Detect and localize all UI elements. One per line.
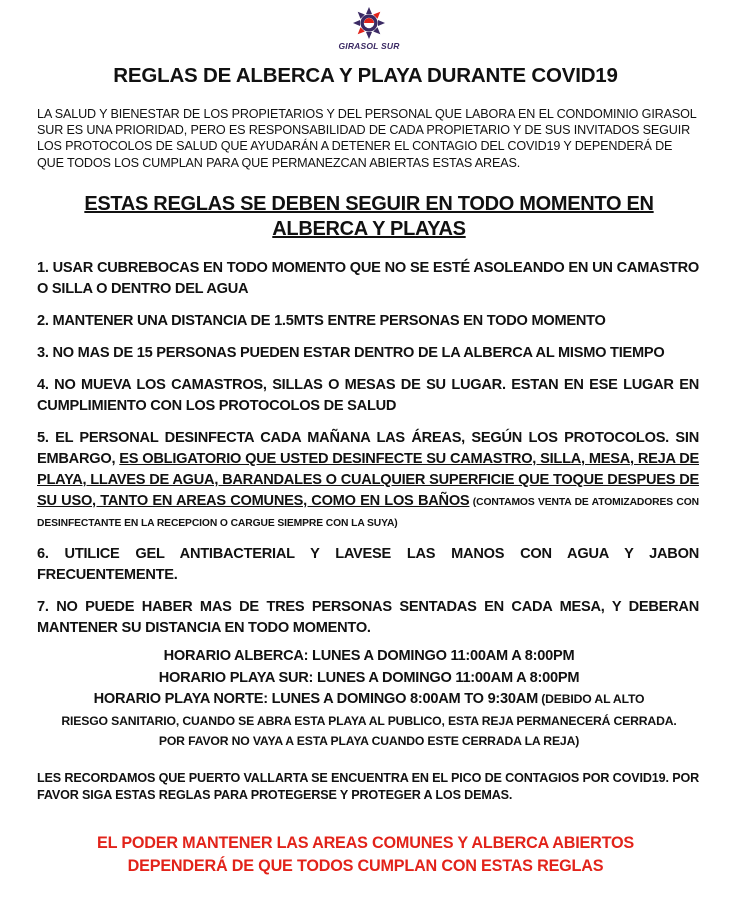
rule-1: 1. USAR CUBREBOCAS EN TODO MOMENTO QUE NO SE ESTÉ ASOLEANDO EN UN CAMASTRO O SILLA O DENTRO DEL AGUA bbox=[37, 260, 699, 297]
reminder-paragraph: LES RECORDAMOS QUE PUERTO VALLARTA SE ENCUENTRA EN EL PICO DE CONTAGIOS POR COVID19. POR FAVOR SIGA ESTAS REGLAS PARA PROTEGERSE Y PROTEGER A LOS DEMAS. bbox=[37, 771, 700, 802]
rules-subheading: ESTAS REGLAS SE DEBEN SEGUIR EN TODO MOMENTO EN ALBERCA Y PLAYAS bbox=[84, 193, 654, 240]
intro-paragraph: LA SALUD Y BIENESTAR DE LOS PROPIETARIOS Y DEL PERSONAL QUE LABORA EN EL CONDOMINIO GIRASOL SUR ES UNA PRIORIDAD, PERO ES RESPONSABILIDAD DE CADA PROPIETARIO Y DE SUS INVITADOS SEGUIR LOS PROTOCOLOS DE SALUD QUE AYUDARÁN A DETENER EL CONTAGIO DEL COVID19 Y DEPENDERÁ DE QUE TODOS LOS CUMPLAN PARA QUE PERMANEZCAN ABIERTAS ESTAS AREAS. bbox=[37, 107, 697, 170]
girasol-sur-logo bbox=[334, 6, 404, 51]
rules-list bbox=[37, 258, 699, 650]
sunflower-logo-icon bbox=[351, 6, 387, 40]
closing-message bbox=[0, 832, 731, 878]
closing-line-2: DEPENDERÁ DE QUE TODOS CUMPLAN CON ESTAS REGLAS bbox=[127, 857, 604, 875]
rule-5-note: (CONTAMOS VENTA DE ATOMIZADORES CON DESINFECTANTE EN LA RECEPCION O CARGUE SIEMPRE CON LA SUYA) bbox=[37, 497, 699, 529]
rule-5-text: 5. EL PERSONAL DESINFECTA CADA MAÑANA LAS ÁREAS, SEGÚN LOS PROTOCOLOS. SIN EMBARGO, bbox=[37, 430, 699, 467]
rule-2: 2. MANTENER UNA DISTANCIA DE 1.5MTS ENTRE PERSONAS EN TODO MOMENTO bbox=[37, 313, 606, 329]
hours-playa-norte-note: (DEBIDO AL ALTO bbox=[537, 692, 645, 706]
rule-3: 3. NO MAS DE 15 PERSONAS PUEDEN ESTAR DENTRO DE LA ALBERCA AL MISMO TIEMPO bbox=[37, 345, 665, 361]
logo-text: GIRASOL SUR bbox=[338, 41, 400, 51]
rule-7: 7. NO PUEDE HABER MAS DE TRES PERSONAS SENTADAS EN CADA MESA, Y DEBERAN MANTENER SU DISTANCIA EN TODO MOMENTO. bbox=[37, 599, 699, 636]
hours-section bbox=[37, 646, 701, 751]
rule-4: 4. NO MUEVA LOS CAMASTROS, SILLAS O MESAS DE SU LUGAR. ESTAN EN ESE LUGAR EN CUMPLIMIENTO CON LOS PROTOCOLOS DE SALUD bbox=[37, 377, 699, 414]
rule-5-underlined-text: ES OBLIGATORIO QUE USTED DESINFECTE SU CAMASTRO, SILLA, MESA, REJA DE PLAYA, LLAVES DE AGUA, BARANDALES O CUALQUIER SUPERFICIE QUE TOQUE DESPUES DE SU USO, TANTO EN AREAS COMUNES, COMO EN LOS BAÑOS bbox=[37, 451, 699, 509]
hours-playa-norte-note-line-2: RIESGO SANITARIO, CUANDO SE ABRA ESTA PLAYA AL PUBLICO, ESTA REJA PERMANECERÁ CERRADA. bbox=[61, 713, 677, 728]
rule-6: 6. UTILICE GEL ANTIBACTERIAL Y LAVESE LAS MANOS CON AGUA Y JABON FRECUENTEMENTE. bbox=[37, 546, 699, 583]
hours-playa-norte-note-line-3: POR FAVOR NO VAYA A ESTA PLAYA CUANDO ESTE CERRADA LA REJA) bbox=[158, 733, 580, 748]
hours-playa-norte bbox=[37, 689, 701, 711]
page-title: REGLAS DE ALBERCA Y PLAYA DURANTE COVID19 bbox=[113, 64, 618, 87]
rule-5 bbox=[37, 428, 699, 533]
closing-line-1: EL PODER MANTENER LAS AREAS COMUNES Y ALBERCA ABIERTOS bbox=[97, 834, 634, 852]
hours-playa-sur: HORARIO PLAYA SUR: LUNES A DOMINGO 11:00AM A 8:00PM bbox=[158, 669, 580, 686]
hours-alberca: HORARIO ALBERCA: LUNES A DOMINGO 11:00AM A 8:00PM bbox=[163, 648, 575, 664]
hours-playa-norte-text: HORARIO PLAYA NORTE: LUNES A DOMINGO 8:00AM TO 9:30AM bbox=[93, 691, 538, 707]
